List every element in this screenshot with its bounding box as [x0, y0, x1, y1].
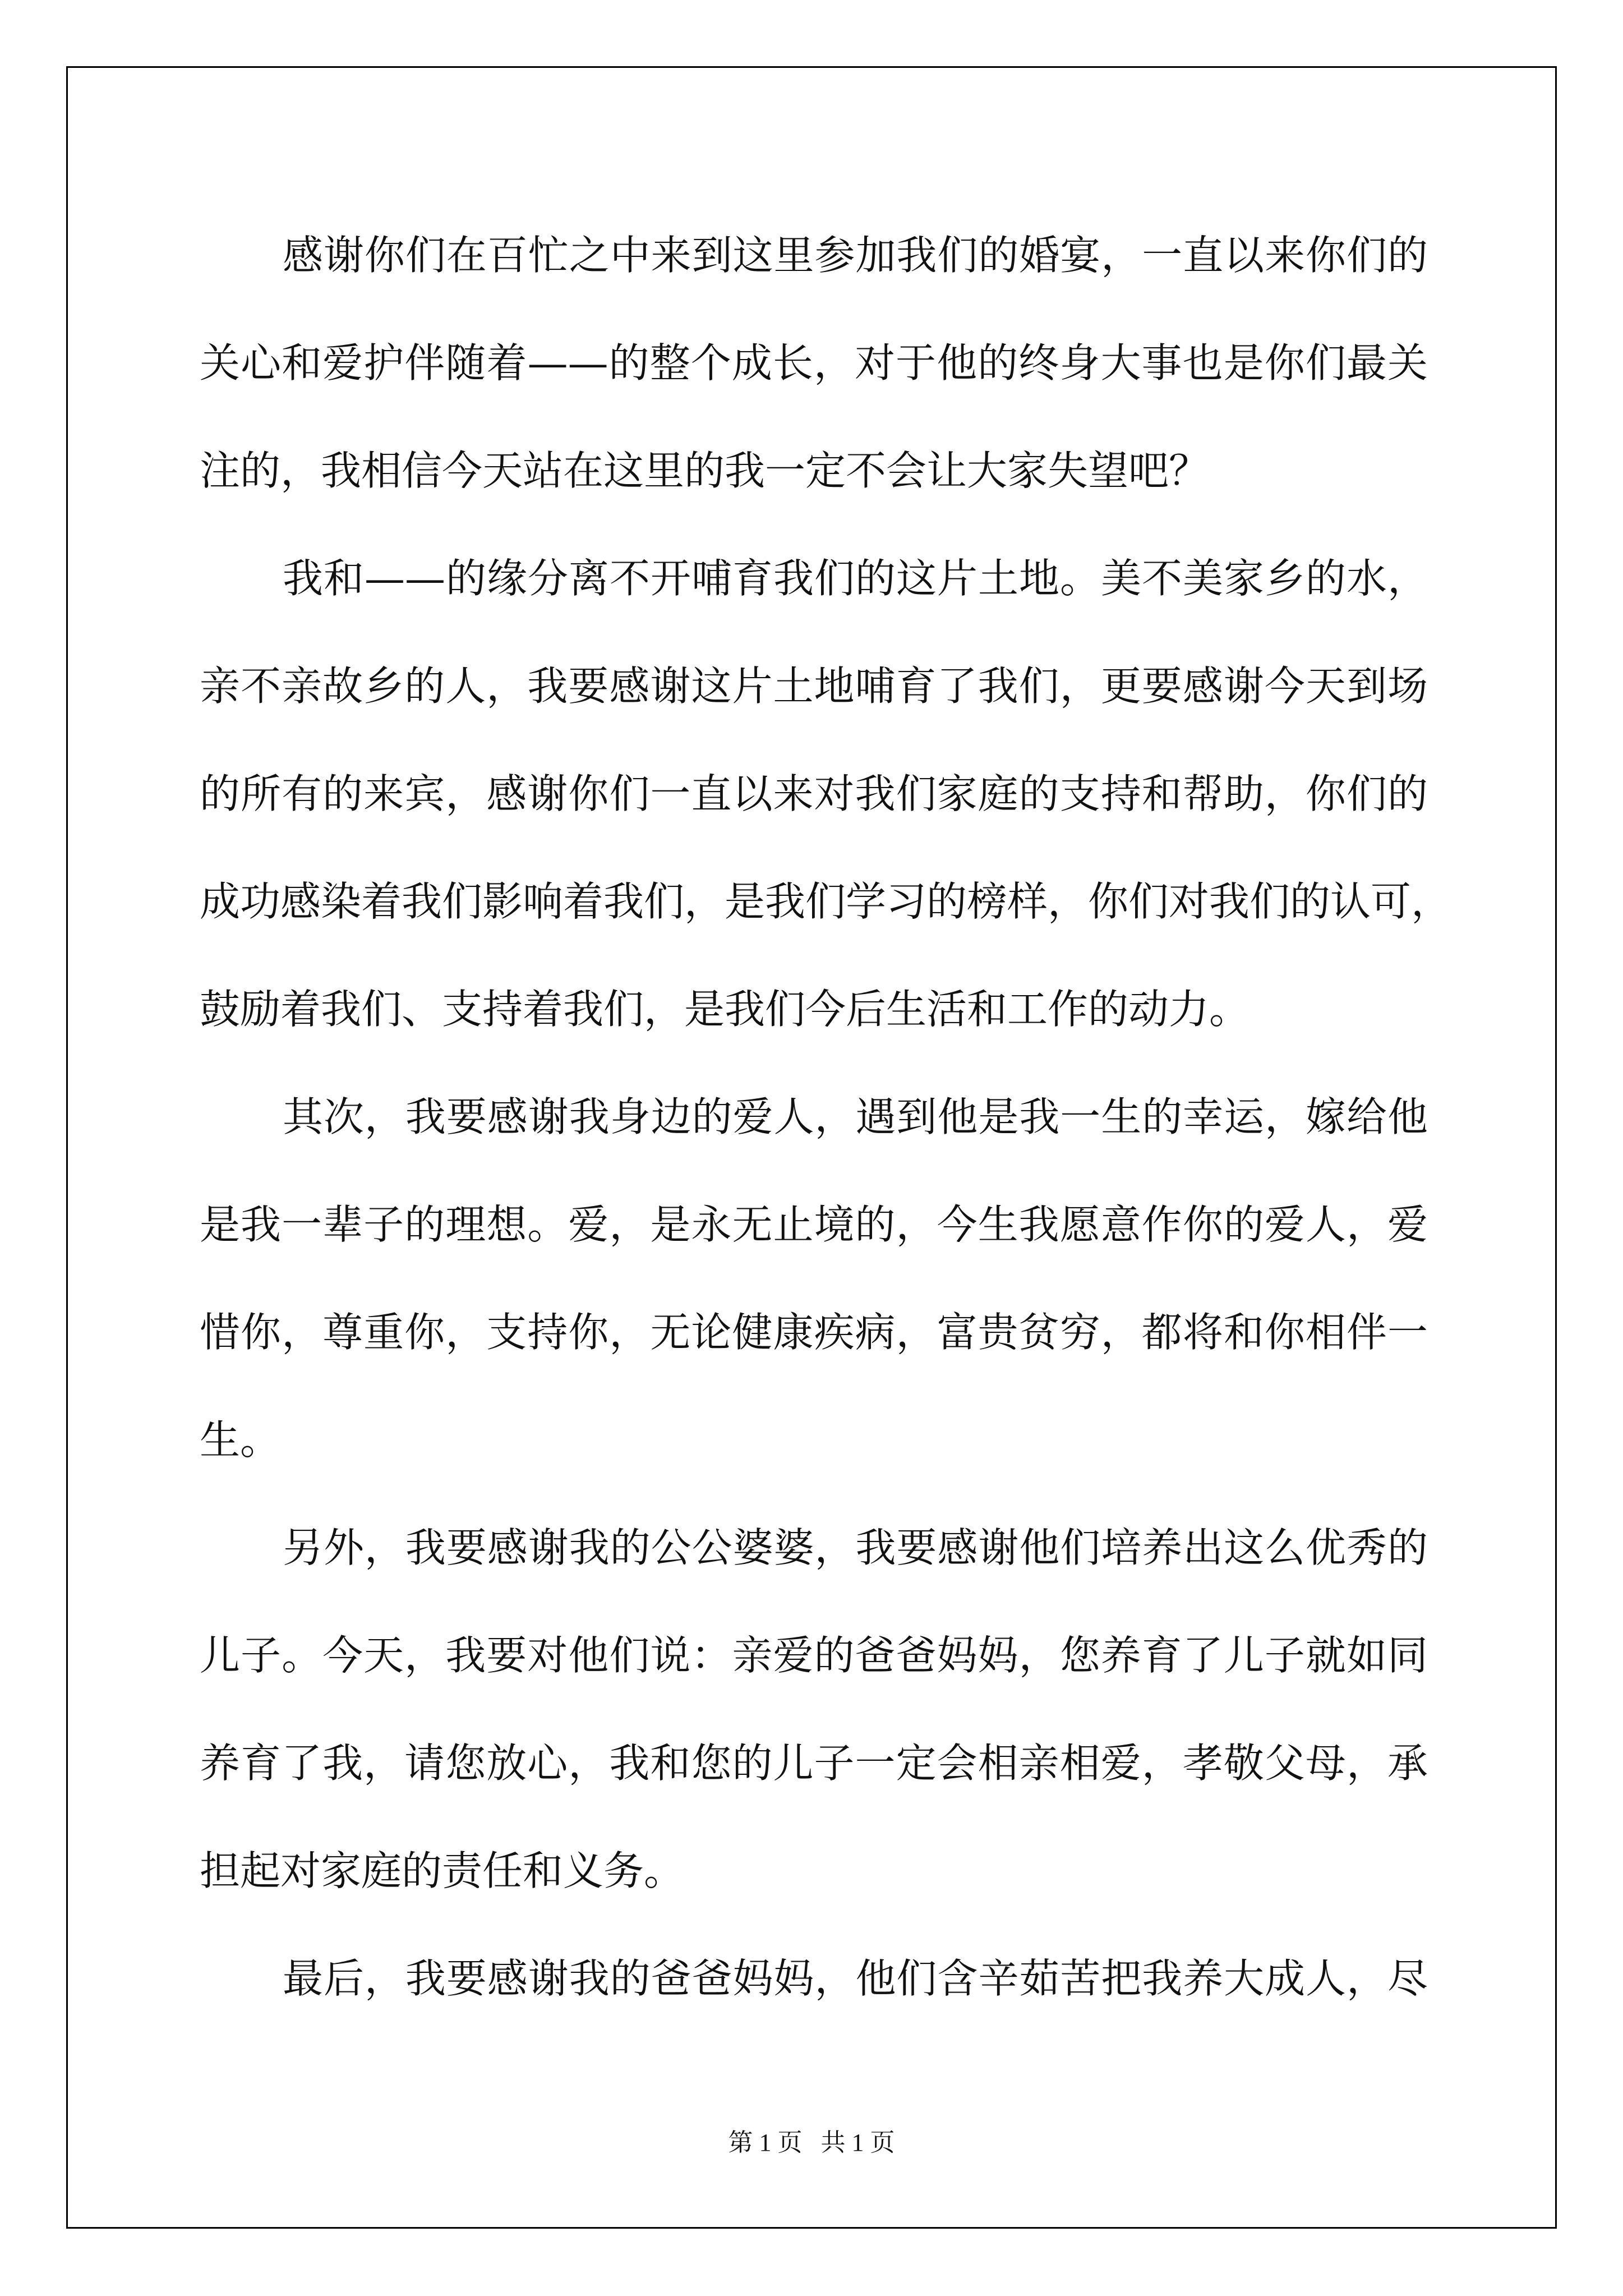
text-line: 是我一辈子的理想。爱，是永无止境的，今生我愿意作你的爱人，爱 [200, 1201, 1428, 1248]
text-line: 我和——的缘分离不开哺育我们的这片土地。美不美家乡的水， [283, 555, 1428, 602]
text-line: 最后，我要感谢我的爸爸妈妈，他们含辛茹苦把我养大成人，尽 [283, 1955, 1428, 2002]
text-line: 成功感染着我们影响着我们，是我们学习的榜样，你们对我们的认可， [200, 878, 1452, 925]
text-line: 其次，我要感谢我身边的爱人，遇到他是我一生的幸运，嫁给他 [283, 1093, 1428, 1140]
text-line: 担起对家庭的责任和义务。 [200, 1847, 685, 1894]
text-line: 关心和爱护伴随着——的整个成长，对于他的终身大事也是你们最关 [200, 339, 1428, 386]
text-line: 生。 [200, 1416, 281, 1464]
page-number: 第 1 页 [728, 2129, 803, 2156]
text-line: 的所有的来宾，感谢你们一直以来对我们家庭的支持和帮助，你们的 [200, 770, 1428, 817]
text-line: 儿子。今天，我要对他们说：亲爱的爸爸妈妈，您养育了儿子就如同 [200, 1632, 1428, 1679]
text-line: 亲不亲故乡的人，我要感谢这片土地哺育了我们，更要感谢今天到场 [200, 662, 1428, 710]
text-line: 养育了我，请您放心，我和您的儿子一定会相亲相爱，孝敬父母，承 [200, 1740, 1428, 1787]
text-line: 鼓励着我们、支持着我们，是我们今后生活和工作的动力。 [200, 986, 1250, 1033]
text-line: 惜你，尊重你，支持你，无论健康疾病，富贵贫穷，都将和你相伴一 [200, 1309, 1428, 1356]
text-line: 注的，我相信今天站在这里的我一定不会让大家失望吧？ [200, 447, 1210, 494]
text-line: 另外，我要感谢我的公公婆婆，我要感谢他们培养出这么优秀的 [283, 1524, 1428, 1571]
page-footer [0, 2126, 1623, 2160]
page-total: 共 1 页 [820, 2129, 895, 2156]
text-line: 感谢你们在百忙之中来到这里参加我们的婚宴，一直以来你们的 [283, 232, 1428, 279]
